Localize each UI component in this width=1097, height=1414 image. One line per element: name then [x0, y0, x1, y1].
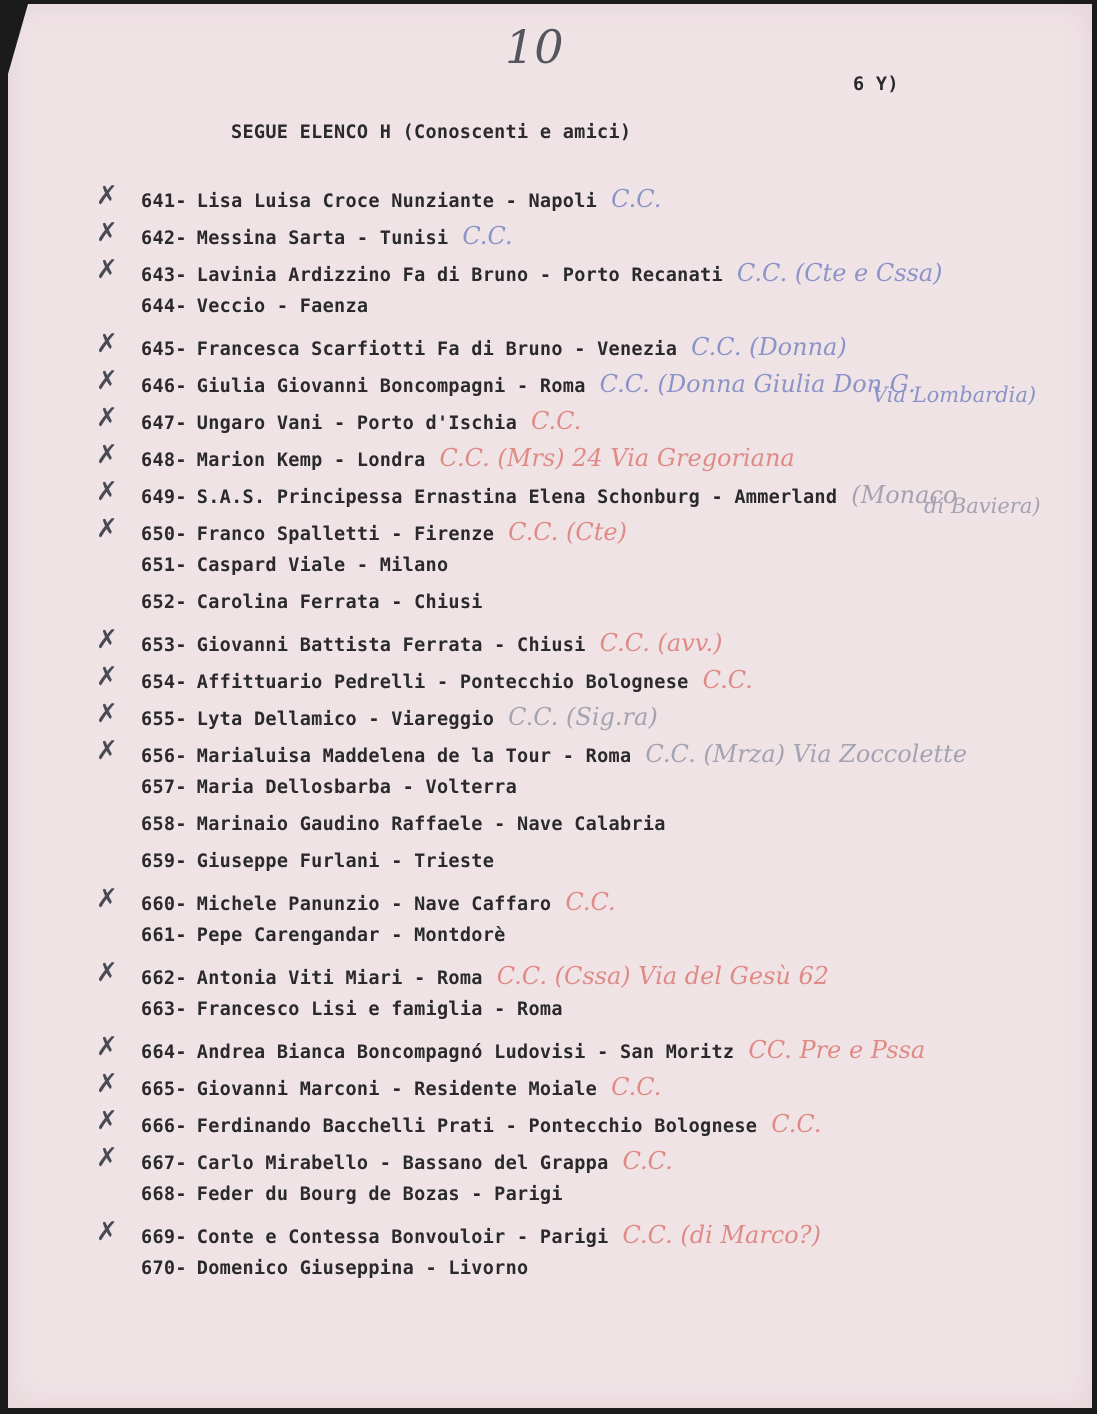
entry-row [8, 659, 1092, 696]
entry-line [141, 629, 723, 657]
entry-row [8, 326, 1092, 363]
handwritten-note: C.C. [611, 1073, 662, 1101]
check-mark: ✗ [96, 884, 118, 914]
handwritten-note: C.C. (Mrs) 24 Via Gregoriana [439, 444, 795, 472]
handwritten-note: C.C. (Cssa) Via del Gesù 62 [496, 962, 829, 990]
entry-number: 661- [141, 925, 187, 946]
entry-number: 645- [141, 339, 187, 360]
check-mark: ✗ [96, 662, 118, 692]
entry-row [8, 1103, 1092, 1140]
torn-corner [8, 4, 28, 74]
check-mark: ✗ [96, 958, 118, 988]
entry-row [8, 252, 1092, 289]
entry-number: 657- [141, 777, 187, 798]
handwritten-note: C.C. (Cte) [508, 518, 627, 546]
entry-number: 663- [141, 999, 187, 1020]
entry-line [141, 555, 448, 576]
entry-row [8, 770, 1092, 807]
entry-row [8, 178, 1092, 215]
check-mark: ✗ [96, 366, 118, 396]
entry-number: 664- [141, 1042, 187, 1063]
entry-row [8, 1251, 1092, 1288]
check-mark: ✗ [96, 255, 118, 285]
entry-line [141, 1110, 822, 1138]
handwritten-note: C.C. (Sig.ra) [508, 703, 658, 731]
entry-text: Marinaio Gaudino Raffaele - Nave Calabria [196, 814, 666, 835]
entry-text: Carolina Ferrata - Chiusi [196, 592, 483, 613]
entry-line [141, 962, 829, 990]
entry-line [141, 1258, 528, 1279]
entry-text: Ungaro Vani - Porto d'Ischia [196, 413, 518, 434]
handwritten-note: C.C. [531, 407, 582, 435]
entry-text: Lavinia Ardizzino Fa di Bruno - Porto Recanati [196, 265, 723, 286]
check-mark: ✗ [96, 1069, 118, 1099]
entry-text: Giovanni Battista Ferrata - Chiusi [196, 635, 586, 656]
entry-number: 666- [141, 1116, 187, 1137]
entry-line [141, 333, 847, 361]
entry-row [8, 733, 1092, 770]
entry-row [8, 807, 1092, 844]
entry-line [141, 1184, 563, 1205]
entry-text: Giuseppe Furlani - Trieste [196, 851, 495, 872]
check-mark: ✗ [96, 403, 118, 433]
entry-text: Domenico Giuseppina - Livorno [196, 1258, 529, 1279]
page-number: 10 [505, 20, 564, 74]
document-page [8, 4, 1092, 1408]
entry-row [8, 1140, 1092, 1177]
handwritten-note: C.C. (avv.) [599, 629, 723, 657]
handwritten-note: C.C. [771, 1110, 822, 1138]
entry-line [141, 1073, 661, 1101]
entry-row [8, 696, 1092, 733]
entry-line [141, 407, 581, 435]
entry-number: 659- [141, 851, 187, 872]
check-mark: ✗ [96, 329, 118, 359]
entry-text: Affittuario Pedrelli - Pontecchio Bolognese [196, 672, 689, 693]
entry-line [141, 740, 967, 768]
entry-text: Michele Panunzio - Nave Caffaro [196, 894, 552, 915]
check-mark: ✗ [96, 625, 118, 655]
entry-line [141, 444, 795, 472]
entry-text: Feder du Bourg de Bozas - Parigi [196, 1184, 563, 1205]
entry-text: Maria Dellosbarba - Volterra [196, 777, 518, 798]
entry-number: 652- [141, 592, 187, 613]
entry-number: 660- [141, 894, 187, 915]
entry-number: 648- [141, 450, 187, 471]
entry-row [8, 548, 1092, 585]
handwritten-note: C.C. (Cte e Cssa) [736, 259, 943, 287]
handwritten-note: CC. Pre e Pssa [748, 1036, 926, 1064]
entry-number: 655- [141, 709, 187, 730]
entry-text: Antonia Viti Miari - Roma [196, 968, 483, 989]
entry-line [141, 259, 943, 287]
entry-row [8, 1177, 1092, 1214]
entry-text: Giulia Giovanni Boncompagni - Roma [196, 376, 586, 397]
check-mark: ✗ [96, 1143, 118, 1173]
entry-line [141, 592, 483, 613]
entry-line [141, 888, 616, 916]
entry-row [8, 363, 1092, 407]
entry-number: 656- [141, 746, 187, 767]
entry-text: Marialuisa Maddelena de la Tour - Roma [196, 746, 632, 767]
entry-line [141, 777, 517, 798]
handwritten-note: C.C. [462, 222, 513, 250]
entry-line [141, 851, 494, 872]
entry-number: 644- [141, 296, 187, 317]
entry-number: 643- [141, 265, 187, 286]
check-mark: ✗ [96, 440, 118, 470]
entry-number: 654- [141, 672, 187, 693]
check-mark: ✗ [96, 736, 118, 766]
entry-row [8, 474, 1092, 518]
entry-number: 641- [141, 191, 187, 212]
entry-row [8, 511, 1092, 548]
entry-line [141, 1221, 821, 1249]
entry-line [141, 222, 513, 250]
entry-row [8, 622, 1092, 659]
page-heading: SEGUE ELENCO H (Conoscenti e amici) [231, 122, 632, 143]
handwritten-note: C.C. (Donna) [691, 333, 847, 361]
handwritten-note: C.C. (Donna Giulia Don G. [599, 370, 916, 398]
entry-number: 662- [141, 968, 187, 989]
entry-text: Marion Kemp - Londra [196, 450, 426, 471]
check-mark: ✗ [96, 514, 118, 544]
entry-line [141, 814, 666, 835]
entry-row [8, 1029, 1092, 1066]
entry-line [141, 999, 563, 1020]
entry-number: 649- [141, 487, 187, 508]
handwritten-note: C.C. [622, 1147, 673, 1175]
entry-number: 651- [141, 555, 187, 576]
entry-text: Francesca Scarfiotti Fa di Bruno - Venezia [196, 339, 678, 360]
handwritten-note: C.C. (Mrza) Via Zoccolette [645, 740, 968, 768]
entry-text: Franco Spalletti - Firenze [196, 524, 495, 545]
entry-number: 650- [141, 524, 187, 545]
check-mark: ✗ [96, 1106, 118, 1136]
entry-text: Carlo Mirabello - Bassano del Grappa [196, 1153, 609, 1174]
document-reference: 6 Y) [853, 74, 899, 95]
handwritten-note: C.C. [565, 888, 616, 916]
entry-row [8, 585, 1092, 622]
entry-row [8, 992, 1092, 1029]
check-mark: ✗ [96, 1217, 118, 1247]
entry-text: Veccio - Faenza [196, 296, 369, 317]
check-mark: ✗ [96, 477, 118, 507]
entry-row [8, 437, 1092, 474]
entry-number: 665- [141, 1079, 187, 1100]
entry-line [141, 925, 506, 946]
handwritten-note-continued: Via Lombardia) [872, 383, 1037, 407]
entry-number: 647- [141, 413, 187, 434]
entry-text: S.A.S. Principessa Ernastina Elena Schonburg - Ammerland [196, 487, 838, 508]
entry-number: 669- [141, 1227, 187, 1248]
entry-line [141, 1147, 673, 1175]
entry-row [8, 1214, 1092, 1251]
check-mark: ✗ [96, 699, 118, 729]
entry-number: 653- [141, 635, 187, 656]
entry-text: Caspard Viale - Milano [196, 555, 449, 576]
entry-line [141, 1036, 925, 1064]
check-mark: ✗ [96, 218, 118, 248]
entry-row [8, 918, 1092, 955]
check-mark: ✗ [96, 1032, 118, 1062]
entry-line [141, 185, 661, 213]
entry-text: Pepe Carengandar - Montdorè [196, 925, 506, 946]
entry-line [141, 666, 753, 694]
entry-text: Lisa Luisa Croce Nunziante - Napoli [196, 191, 598, 212]
entry-text: Giovanni Marconi - Residente Moiale [196, 1079, 598, 1100]
entry-number: 642- [141, 228, 187, 249]
handwritten-note-continued: di Baviera) [924, 494, 1041, 518]
handwritten-note: (Monaco [851, 481, 958, 509]
handwritten-note: C.C. [702, 666, 753, 694]
entry-text: Lyta Dellamico - Viareggio [196, 709, 495, 730]
entry-number: 658- [141, 814, 187, 835]
entry-text: Messina Sarta - Tunisi [196, 228, 449, 249]
entry-text: Andrea Bianca Boncompagnó Ludovisi - San Moritz [196, 1042, 735, 1063]
entry-row [8, 844, 1092, 881]
entry-line [141, 296, 368, 317]
entry-row [8, 881, 1092, 918]
handwritten-note: C.C. [611, 185, 662, 213]
entry-number: 646- [141, 376, 187, 397]
entry-number: 667- [141, 1153, 187, 1174]
entry-row [8, 1066, 1092, 1103]
check-mark: ✗ [96, 181, 118, 211]
entry-line [141, 703, 658, 731]
entry-text: Francesco Lisi e famiglia - Roma [196, 999, 563, 1020]
entry-row [8, 215, 1092, 252]
entry-list [8, 178, 1092, 1288]
entry-text: Ferdinando Bacchelli Prati - Pontecchio Bolognese [196, 1116, 758, 1137]
entry-number: 670- [141, 1258, 187, 1279]
handwritten-note: C.C. (di Marco?) [622, 1221, 821, 1249]
entry-number: 668- [141, 1184, 187, 1205]
entry-row [8, 400, 1092, 437]
entry-line [141, 518, 627, 546]
entry-line [141, 370, 916, 398]
entry-row [8, 289, 1092, 326]
entry-row [8, 955, 1092, 992]
entry-text: Conte e Contessa Bonvouloir - Parigi [196, 1227, 609, 1248]
entry-line [141, 481, 957, 509]
